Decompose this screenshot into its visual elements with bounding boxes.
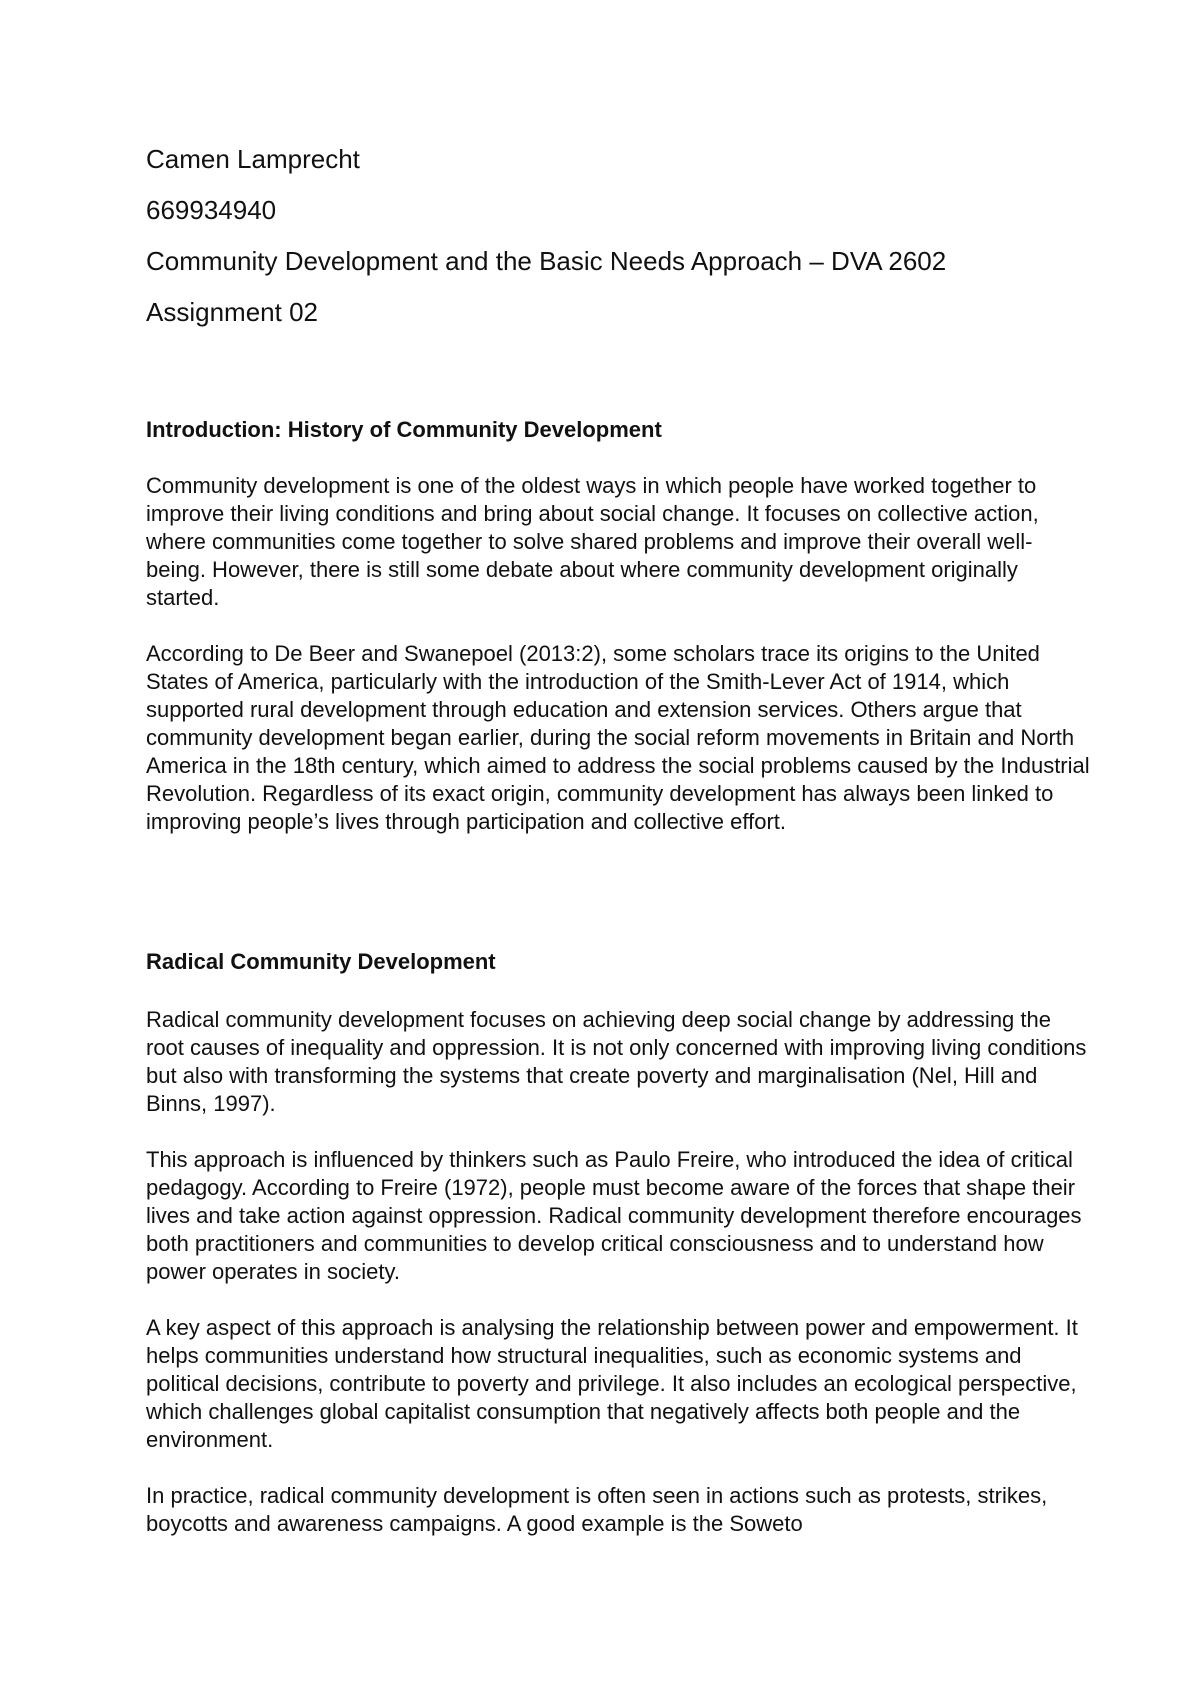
paragraph-radical-4: In practice, radical community development is often seen in actions such as protests, strikes, boycotts and awareness campaigns. A good example is the Soweto — [146, 1483, 1048, 1536]
section-heading-radical: Radical Community Development — [146, 949, 496, 974]
student-number: 669934940 — [146, 195, 277, 225]
paragraph-intro-1: Community development is one of the oldest ways in which people have worked together to improve their living conditions and bring about social change. It focuses on collective action, where communities come together to solve shared problems and improve their overall well-being. However, there is still some debate about where community development originally started. — [146, 473, 1039, 610]
section-heading-introduction: Introduction: History of Community Development — [146, 417, 662, 442]
author-name: Camen Lamprecht — [146, 144, 360, 174]
paragraph-radical-1: Radical community development focuses on achieving deep social change by addressing the root causes of inequality and oppression. It is not only concerned with improving living conditions but also with transforming the systems that create poverty and marginalisation (Nel, Hill and Binns, 1997). — [146, 1007, 1087, 1116]
paragraph-radical-2: This approach is influenced by thinkers such as Paulo Freire, who introduced the idea of critical pedagogy. According to Freire (1972), people must become aware of the forces that shape their lives and take action against oppression. Radical community development therefore encourages both practitioners and communities to develop critical consciousness and to understand how power operates in society. — [146, 1147, 1082, 1284]
paragraph-radical-3: A key aspect of this approach is analysing the relationship between power and empowerment. It helps communities understand how structural inequalities, such as economic systems and political decisions, contribute to poverty and privilege. It also includes an ecological perspective, which challenges global capitalist consumption that negatively affects both people and the environment. — [146, 1315, 1078, 1452]
document-header — [146, 142, 1096, 346]
module-title: Community Development and the Basic Needs Approach – DVA 2602 — [146, 246, 947, 276]
assignment-title: Assignment 02 — [146, 297, 318, 327]
paragraph-intro-2: According to De Beer and Swanepoel (2013:2), some scholars trace its origins to the United States of America, particularly with the introduction of the Smith-Lever Act of 1914, which supported rural development through education and extension services. Others argue that community development began earlier, during the social reform movements in Britain and North America in the 18th century, which aimed to address the social problems caused by the Industrial Revolution. Regardless of its exact origin, community development has always been linked to improving people’s lives through participation and collective effort. — [146, 641, 1090, 834]
